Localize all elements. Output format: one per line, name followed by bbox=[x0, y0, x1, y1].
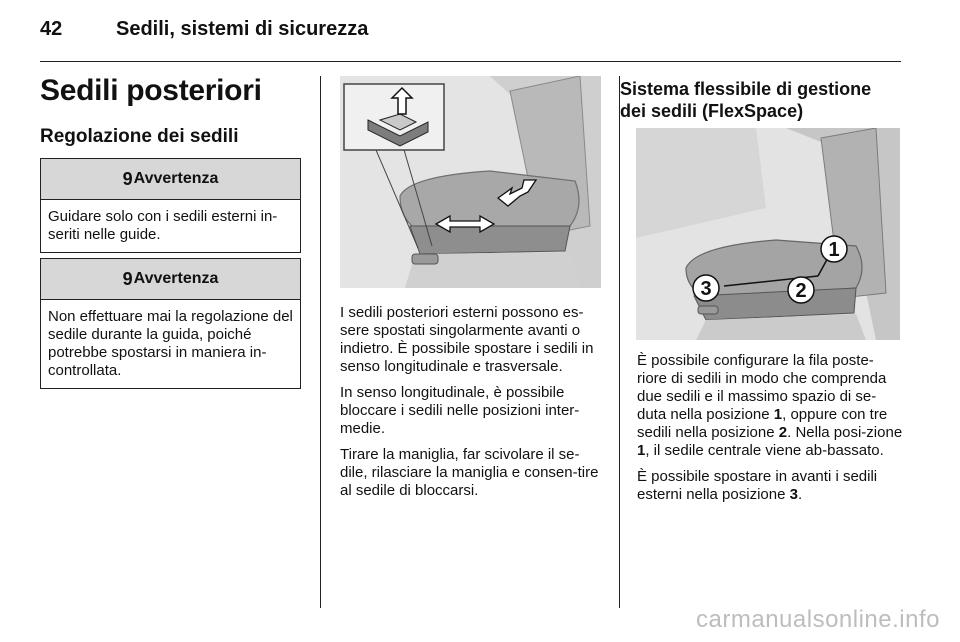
paragraph bbox=[637, 352, 903, 460]
header-rule bbox=[40, 61, 901, 62]
watermark: carmanualsonline.info bbox=[696, 606, 940, 633]
warning-header bbox=[41, 159, 300, 200]
warning-title: Avvertenza bbox=[133, 270, 219, 287]
callout-1: 1 bbox=[828, 239, 840, 261]
flexspace-heading: Sistema flessibile di gestione dei sedili (FlexSpace) bbox=[620, 79, 872, 121]
paragraph: Tirare la maniglia, far scivolare il se-dile, rilasciare la maniglia e consen-tire al sedile di bloccarsi. bbox=[340, 446, 599, 499]
seat-adjustment-illustration bbox=[340, 76, 601, 288]
warning-box bbox=[40, 258, 301, 389]
paragraph: I sedili posteriori esterni possono es-sere spostati singolarmente avanti o indietro. È possibile spostare i sedili in senso longitudinale e trasversale. bbox=[340, 304, 594, 375]
position-ref: 2 bbox=[778, 424, 788, 441]
middle-column-text bbox=[340, 304, 604, 508]
text-run: , il sedile centrale viene ab-bassato. bbox=[645, 442, 884, 459]
text-run: . bbox=[797, 486, 803, 503]
chapter-title: Sedili, sistemi di sicurezza bbox=[116, 18, 369, 40]
subsection-title: Regolazione dei sedili bbox=[40, 126, 239, 147]
text-run: È possibile configurare la fila poste-riore di sedili in modo che comprenda due sedili e il massimo spazio di se-duta nella posizione bbox=[637, 352, 887, 423]
page-number: 42 bbox=[40, 18, 63, 40]
warning-box bbox=[40, 158, 301, 253]
column-divider-right bbox=[619, 76, 620, 608]
warning-title: Avvertenza bbox=[133, 170, 219, 187]
right-column-text bbox=[637, 352, 903, 512]
warning-icon: 9 bbox=[122, 268, 133, 289]
warning-text: Non effettuare mai la regolazione del sedile durante la guida, poiché potrebbe spostarsi in maniera in-controllata. bbox=[48, 308, 293, 379]
paragraph bbox=[637, 468, 903, 504]
warning-text: Guidare solo con i sedili esterni in-seriti nelle guide. bbox=[48, 208, 278, 243]
text-run: . Nella posi-zione bbox=[787, 424, 903, 441]
warning-header bbox=[41, 259, 300, 300]
paragraph: In senso longitudinale, è possibile bloccare i sedili nelle posizioni inter-medie. bbox=[340, 384, 580, 437]
position-ref: 1 bbox=[637, 442, 646, 459]
flexspace-illustration bbox=[636, 128, 900, 340]
flexspace-drawing bbox=[636, 128, 900, 340]
position-ref: 3 bbox=[789, 486, 798, 503]
text-run: , oppure con tre sedili nella posizione bbox=[637, 406, 888, 441]
callout-3: 3 bbox=[700, 278, 712, 300]
seat-adjustment-drawing bbox=[340, 76, 601, 288]
position-ref: 1 bbox=[773, 406, 783, 423]
callout-2: 2 bbox=[795, 280, 807, 302]
column-divider-left bbox=[320, 76, 321, 608]
section-title: Sedili posteriori bbox=[40, 74, 262, 107]
text-run: È possibile spostare in avanti i sedili esterni nella posizione bbox=[637, 468, 878, 503]
warning-icon: 9 bbox=[122, 168, 133, 189]
